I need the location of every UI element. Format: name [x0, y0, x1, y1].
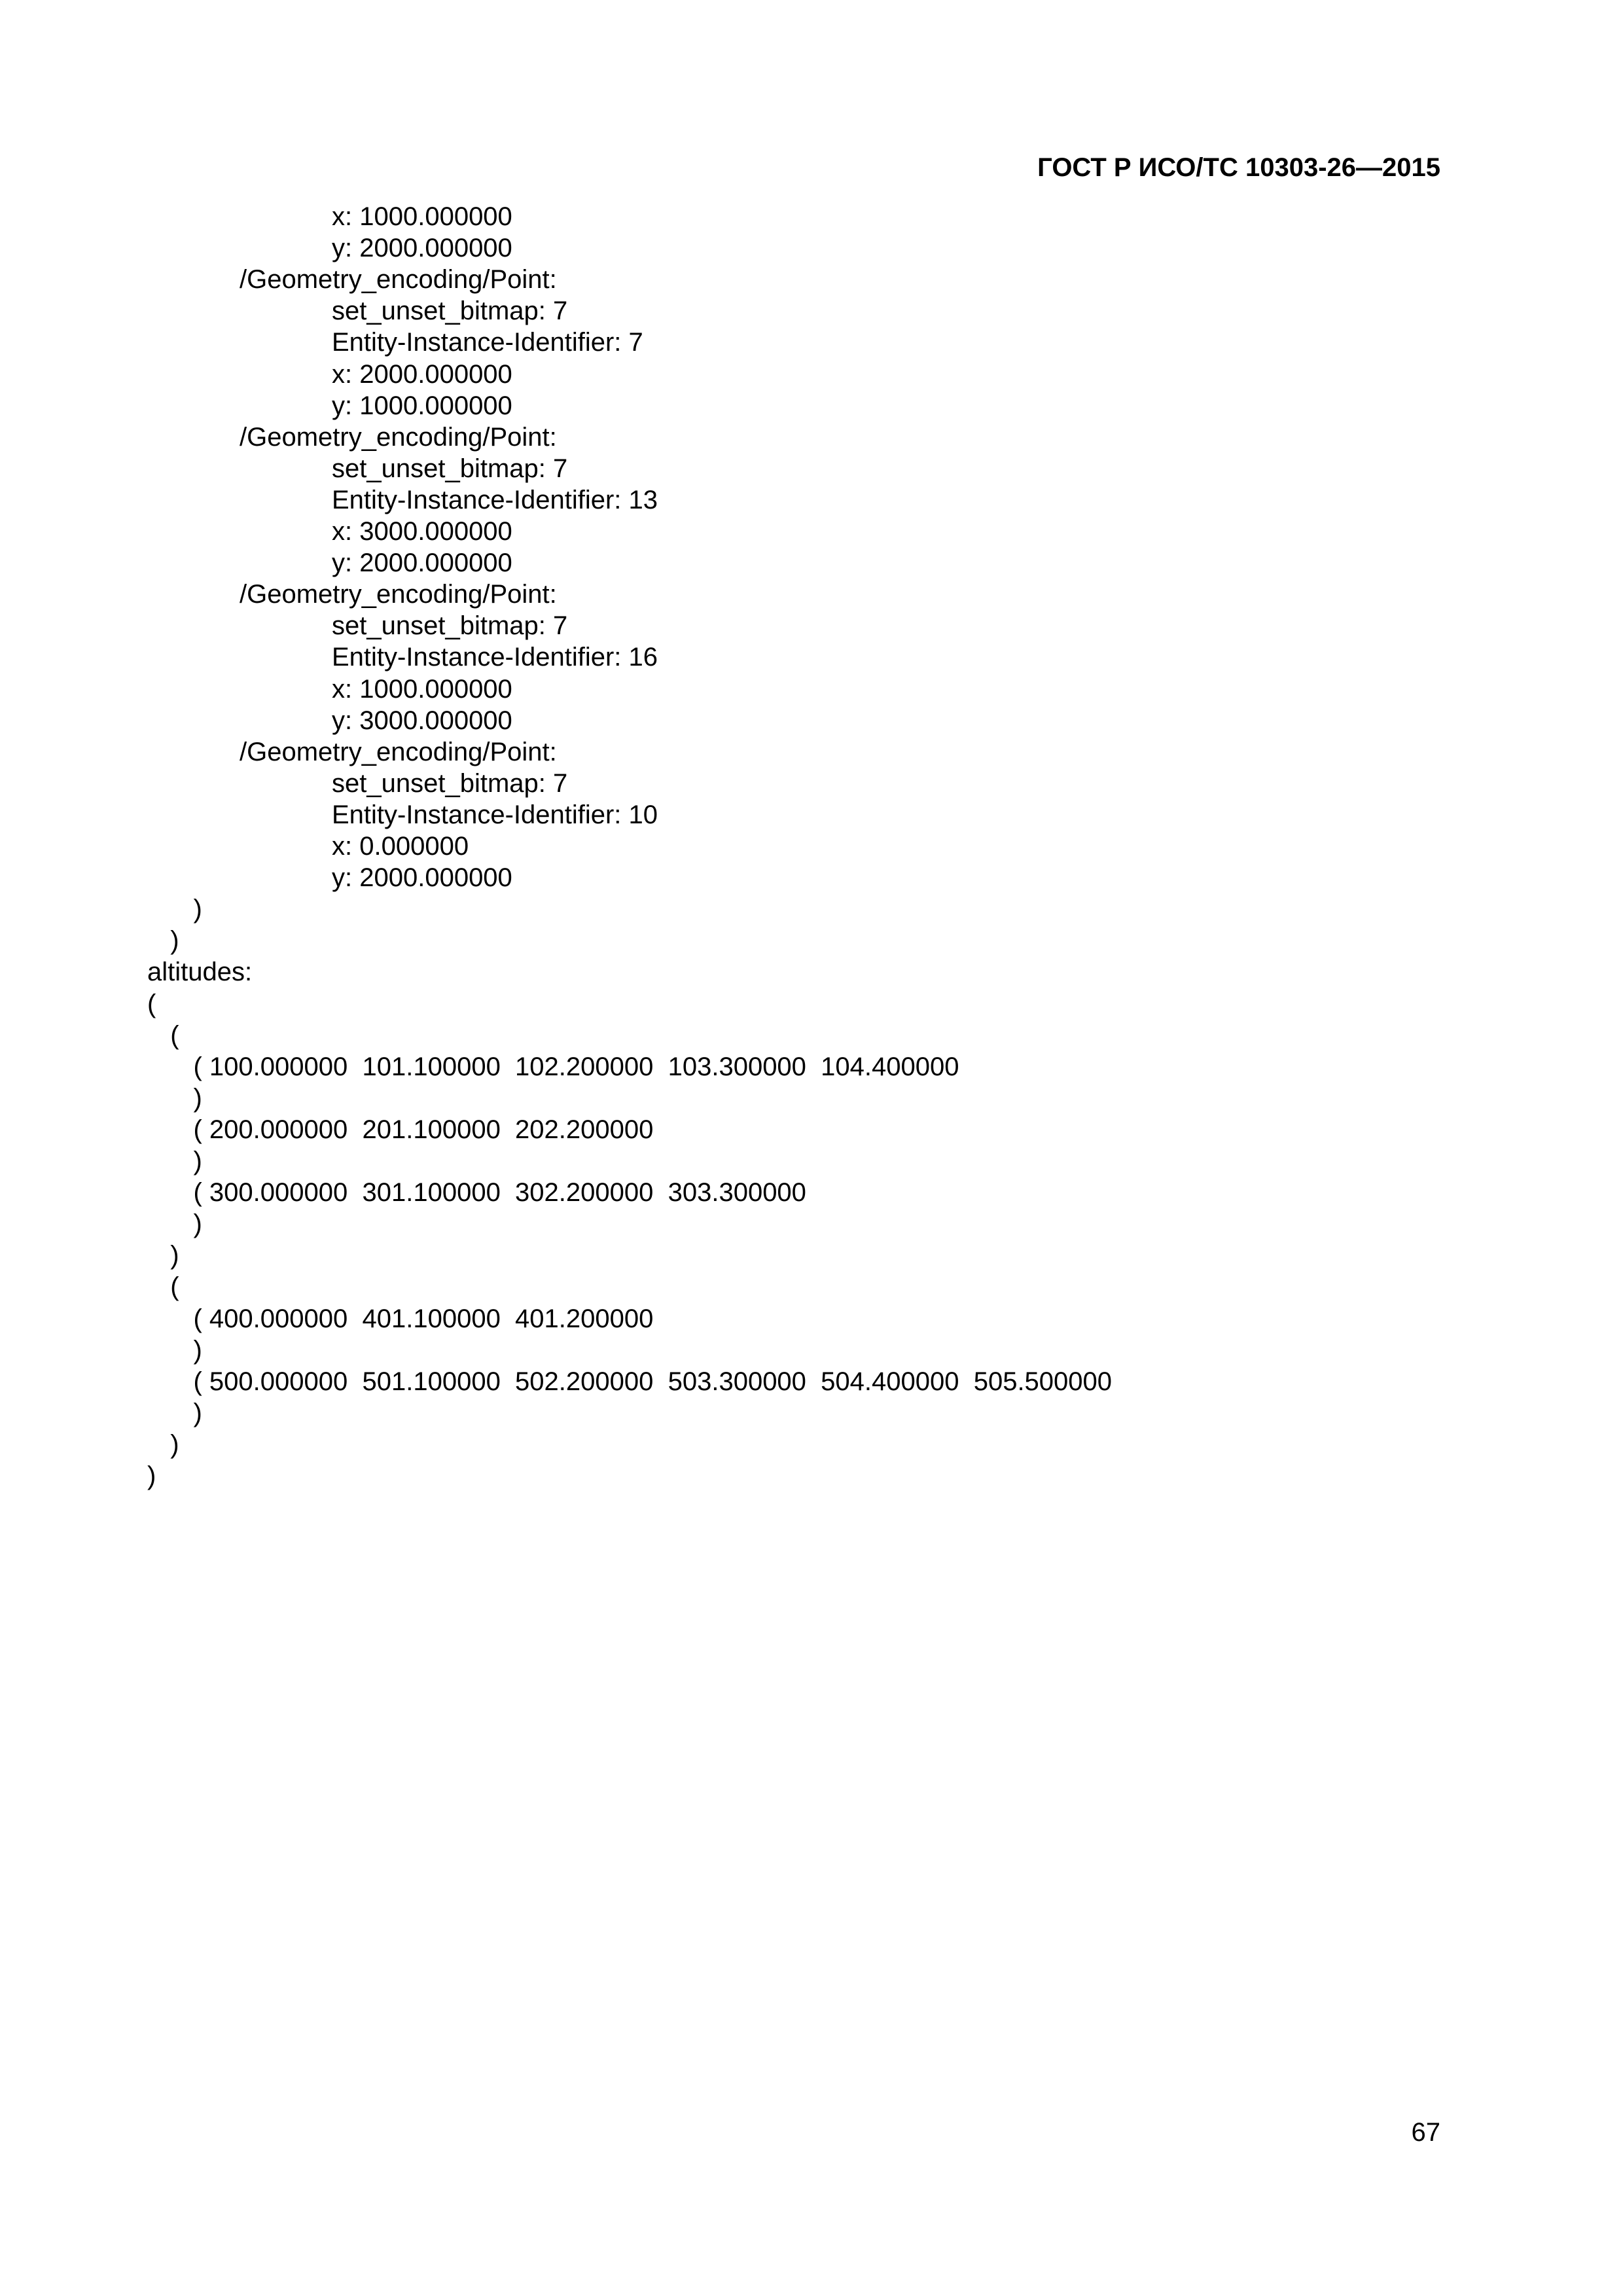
- listing-line: ( 200.000000 201.100000 202.200000: [193, 1115, 654, 1144]
- listing-line: x: 1000.000000: [332, 202, 512, 231]
- listing-line: (: [147, 989, 156, 1018]
- listing-line: ): [193, 1147, 202, 1175]
- listing-line: set_unset_bitmap: 7: [332, 454, 568, 483]
- listing-line: (: [170, 1020, 179, 1050]
- listing-line: y: 3000.000000: [332, 706, 512, 735]
- listing-line: /Geometry_encoding/Point:: [240, 422, 557, 452]
- listing-line: ( 400.000000 401.100000 401.200000: [193, 1304, 654, 1333]
- listing-line: y: 2000.000000: [332, 234, 512, 263]
- listing-line: ): [147, 1462, 156, 1490]
- listing-line: y: 2000.000000: [332, 548, 512, 578]
- listing-line: ): [193, 1335, 202, 1365]
- listing-line: ): [170, 1241, 179, 1270]
- listing-line: y: 1000.000000: [332, 391, 512, 420]
- listing-line: altitudes:: [147, 958, 253, 987]
- listing-line: ): [193, 1210, 202, 1239]
- listing-line: ): [193, 1083, 202, 1113]
- listing-line: set_unset_bitmap: 7: [332, 768, 568, 798]
- page-number: 67: [1411, 2118, 1440, 2147]
- listing-line: ): [193, 1398, 202, 1427]
- listing-line: x: 2000.000000: [332, 359, 512, 389]
- listing-line: x: 0.000000: [332, 832, 469, 861]
- listing-line: set_unset_bitmap: 7: [332, 296, 568, 326]
- listing-line: x: 1000.000000: [332, 674, 512, 704]
- listing-line: /Geometry_encoding/Point:: [240, 265, 557, 295]
- listing-line: ( 500.000000 501.100000 502.200000 503.300000 504.400000 505.500000: [193, 1367, 1113, 1396]
- listing-line: x: 3000.000000: [332, 517, 512, 546]
- listing-line: y: 2000.000000: [332, 863, 512, 893]
- listing-line: Entity-Instance-Identifier: 16: [332, 643, 658, 672]
- listing-line: set_unset_bitmap: 7: [332, 611, 568, 641]
- listing-line: ): [193, 895, 202, 924]
- listing-line: ): [170, 1429, 179, 1459]
- listing-line: /Geometry_encoding/Point:: [240, 580, 557, 609]
- listing-line: (: [170, 1272, 179, 1302]
- listing-line: ( 100.000000 101.100000 102.200000 103.300000 104.400000: [193, 1052, 959, 1081]
- listing-line: Entity-Instance-Identifier: 13: [332, 485, 658, 514]
- listing-line: Entity-Instance-Identifier: 7: [332, 328, 643, 357]
- listing-line: Entity-Instance-Identifier: 10: [332, 800, 658, 829]
- document-header: ГОСТ Р ИСО/ТС 10303-26—2015: [1037, 153, 1440, 182]
- listing-line: /Geometry_encoding/Point:: [240, 737, 557, 766]
- listing-line: ): [170, 926, 179, 956]
- listing-line: ( 300.000000 301.100000 302.200000 303.300000: [193, 1178, 806, 1208]
